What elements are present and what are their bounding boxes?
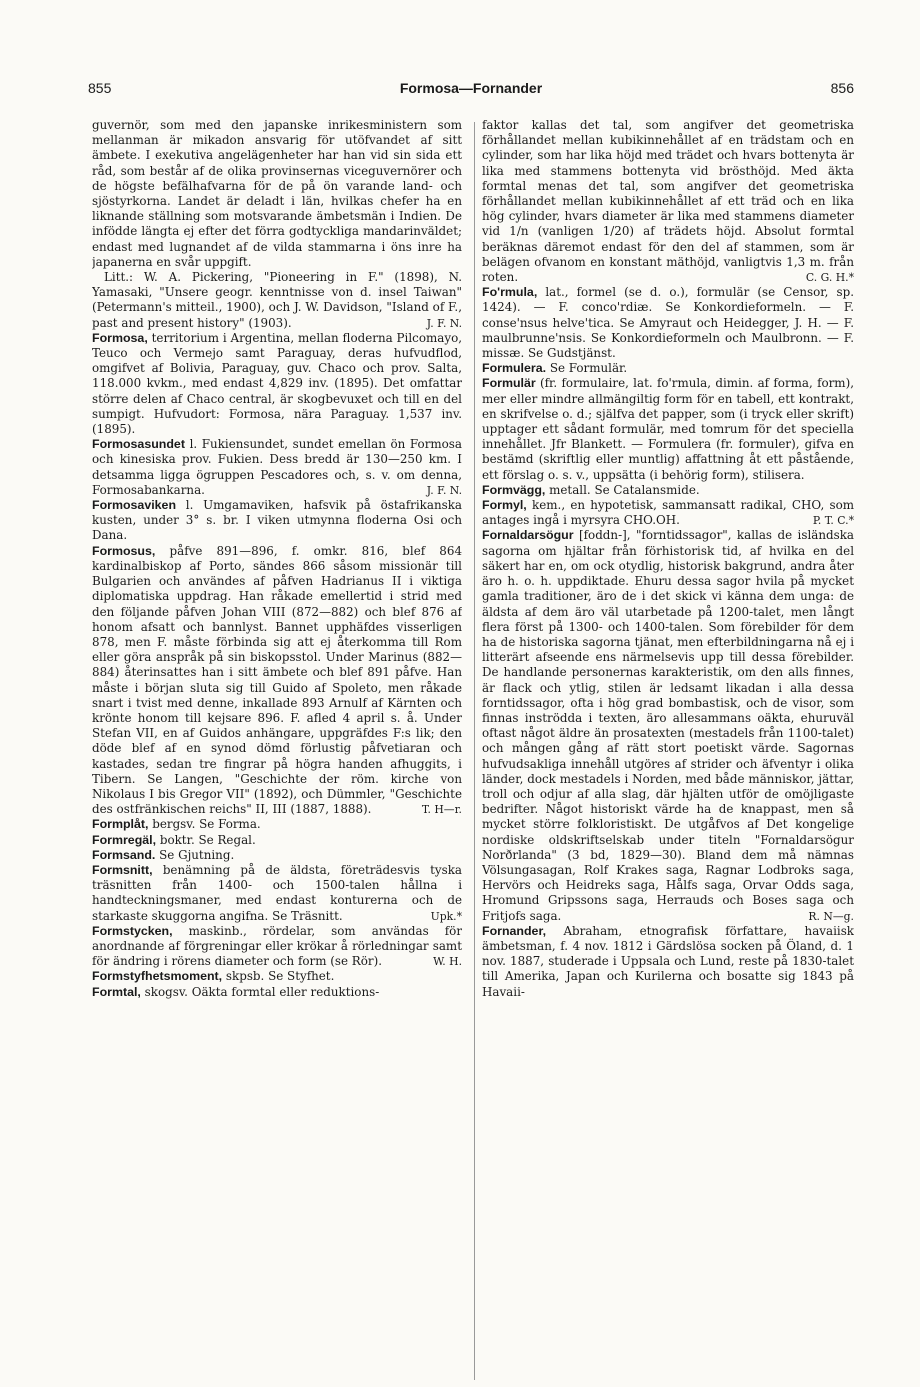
entry-headword: Formstycken, [92,923,173,938]
entry-headword: Fornander, [482,923,547,938]
entry [482,361,854,376]
author-signature: R. N—g. [808,909,854,923]
entry [92,848,462,863]
author-signature: J. F. N. [426,483,462,497]
entry-headword: Formvägg, [482,482,546,497]
literature-text: Litt.: W. A. Pickering, "Pioneering in F." (1898), N. Yamasaki, "Unsere geogr. kenntnisse von d. insel Taiwan" (Petermann's mitteil., 1900), och J. W. Davidson, "Island of F., past and present history" (1903). [92,270,462,330]
entry-headword: Formplåt, [92,817,149,832]
entry-text: skogsv. Oäkta formtal eller reduktions- [144,984,380,999]
entry [482,924,854,1000]
entry-text: (fr. formulaire, lat. fo'rmula, dimin. af forma, form), mer eller mindre allmängiltig form för en tabell, ett kontrakt, en skrifvelse o. d.; själfva det papper, som (i tryck eller skrift) upptager ett sådant formulär, med tomrum för det speciella innehållet. Jfr Blankett. — Formulera (fr. formuler), gifva en bestämd (skriftlig eller muntlig) affattning åt ett påstående, ett förslag o. s. v., uppsätta (i behörig form), stilisera. [482,376,854,482]
entry-text: lat., formel (se d. o.), formulär (se Censor, sp. 1424). — F. conco'rdiæ. Se Konkordieformeln. — F. conse'nsus helve'tica. Se Amyraut och Heidegger, J. H. — F. maulbrunne'nsis. Se Konkordieformeln och Maulbronn. — F. missæ. Se Gudstjänst. [482,285,854,361]
entry [482,285,854,361]
entry-headword: Formregäl, [92,832,157,847]
entry [92,498,462,544]
entry [92,969,462,984]
entry-headword: Fornaldarsögur [482,528,574,543]
entry-headword: Formsnitt, [92,862,153,877]
page-number-right: 856 [830,80,854,96]
entry [482,483,854,498]
entry-text: maskinb., rördelar, som användas för anordnande af förgreningar eller krökar å rörledningar samt för ändring i rörens diameter och form (se Rör). [92,923,462,969]
entry-text: påfve 891—896, f. omkr. 816, blef 864 kardinalbiskop af Porto, sändes 866 såsom missionär till Bulgarien och användes af påfven Hadrianus II i viktiga diplomatiska uppdrag. Han råkade emellertid i strid med den följande påfven Johan VIII (872—882) och blef 876 af honom afsatt och bannlyst. Bannet upphäfdes visserligen 878, men F. måste förbinda sig att ej återkomma till Rom eller göra anspråk på sin biskopsstol. Under Marinus (882—884) återinsattes han i sitt ämbete och blef 891 påfve. Han måste i början sluta sig till Guido af Spoleto, men råkade snart i tvist med denne, inkallade 893 Arnulf af Kärnten och krönte honom till kejsare 896. F. afled 4 april s. å. Under Stefan VII, en af Guidos anhängare, uppgräfdes F:s lik; den döde blef af en synod dömd förlustig påfvetiaran och kastades, sedan tre fingrar på högra handen afhuggits, i Tibern. Se Langen, "Geschichte der röm. kirche von Nikolaus I bis Gregor VII" (1892), och Dümmler, "Geschichte des ostfränkischen reichs" II, III (1887, 1888). [92,543,462,817]
entry [92,437,462,498]
entry-text: territorium i Argentina, mellan floderna Pilcomayo, Teuco och Vermejo samt Paraguay, deras hufvudflod, omgifvet af Bolivia, Paraguay, guv. Chaco och prov. Salta, 118.000 kvkm., med endast 4,829 inv. (1895). Det omfattar större delen af Chaco central, är skogbevuxet och till en del sumpigt. Hufvudort: Formosa, nära Paraguay. 1,537 inv. (1895). [92,330,462,437]
page-number-left: 855 [88,80,112,96]
running-title: Formosa—Fornander [399,80,543,96]
entry [482,118,854,285]
author-signature: P. T. C.* [812,514,854,528]
author-signature: W. H. [433,955,462,969]
author-signature: T. H—r. [421,803,462,817]
entry-text: Se Gjutning. [159,847,235,862]
entry-headword: Formyl, [482,498,527,513]
entry-text: bergsv. Se Forma. [152,817,261,832]
entry-text: skpsb. Se Styfhet. [225,969,335,984]
entry-text: l. Umgamaviken, hafsvik på östafrikanska kusten, under 3° s. br. I viken utmynna floderna Osi och Dana. [92,498,462,543]
entry [92,863,462,924]
entry [482,498,854,528]
entry-text: metall. Se Catalansmide. [549,482,700,497]
entry [92,985,462,1000]
entry-headword: Formosaviken [92,498,177,513]
entry [92,331,462,437]
right-column [482,118,854,1380]
author-signature: J. F. N. [426,316,462,330]
entry-text: [foddn-], "forntidssagor", kallas de isländska sagorna om hjältar från förhistorisk tid, af hvilka en del säkert har en, om ock otydlig, historisk bakgrund, andra åter äro h. o. h. uppdiktade. Ehuru dessa sagor hvila på mycket gamla traditioner, äro de i det skick vi känna dem unga: de äldsta af dem äro väl utarbetade på 1200-talet, men långt flera först på 1300- och 1400-talen. Som förebilder för dem ha de historiska sagorna tjänat, men efterbildningarna nå ej i litterärt afseende ens närmelsevis upp till dessa förebilder. De handlande personernas karakteristik, om den alls finnes, är flack och ytlig, stilen är ledsamt likadan i alla dessa forntidssagor, ofta i hög grad bombastisk, och de visor, som finnas inströdda i texten, äro allesammans oäkta, ehuruväl oftast något äldre än prosatexten (mestadels från 1100-talet) och mången gång af rätt stort poetiskt värde. Sagornas hufvudsakliga innehåll utgöres af strider och äfventyr i olika länder, dock mestadels i Norden, med både människor, jättar, troll och odjur af alla slag, där hjälten utför de omöjligaste bedrifter. Något historiskt värde ha de knappast, men så mycket större folkloristiskt. De utgåfvos af Det kongelige nordiske oldskriftselskab under titeln "Fornaldarsögur Norðrlanda" (3 bd, 1829—30). Bland dem må nämnas Völsungasagan, Rolf Krakes saga, Ragnar Lodbroks saga, Hervörs och Heidreks saga, Hålfs saga, Orvar Odds saga, Hromund Gripssons saga, Herrauds och Boses saga och Fritjofs saga. [482,528,854,923]
entry-text: guvernör, som med den japanske inrikesministern som mellanman är mikadon ansvarig för utöfvandet af sitt ämbete. I exekutiva angelägenheter har han vid sin sida ett råd, som består af de olika provinsernas viceguvernörer och de högste befälhafvarna för de på ön varande land- och sjöstyrkorna. Landet är deladt i län, hvilkas chefer ha en liknande ställning som motsvarande ämbetsmän i Indien. De infödde längta ej efter det förra godtyckliga mandarinväldet; endast med lugnandet af de vilda stammarna i öns inre ha japanerna en svår uppgift. [92,118,462,269]
entry-text: Se Formulär. [549,361,628,376]
entry-headword: Formtal, [92,984,141,999]
entry [482,376,854,482]
entry-text: Abraham, etnografisk författare, havaiisk ämbetsman, f. 4 nov. 1812 i Gärdslösa socken på Öland, d. 1 nov. 1887, studerade i Uppsala och Lund, reste på 1830-talet till Amerika, Japan och Kurilerna och bosatte sig 1843 på Havaii- [482,923,854,999]
entry [92,833,462,848]
entry-headword: Formulera. [482,361,547,376]
entry-headword: Formsand. [92,847,156,862]
author-signature: Upk.* [430,909,462,923]
entry-headword: Formosus, [92,543,156,558]
entry-text: benämning på de äldsta, företrädesvis tyska träsnitten från 1400- och 1500-talen hållna i handteckningsmaner, med endast konturerna och de starkaste skuggorna angifna. Se Träsnitt. [92,862,462,923]
entry [92,544,462,818]
left-column [92,118,462,1380]
page-header [88,80,854,104]
entry-text: kem., en hypotetisk, sammansatt radikal, CHO, som antages ingå i myrsyra CHO.OH. [482,498,854,528]
entry-text: l. Fukiensundet, sundet emellan ön Formosa och kinesiska prov. Fukien. Dess bredd är 130—250 km. I detsamma ligga ögruppen Pescadores och, s. v. om denna, Formosabankarna. [92,437,462,497]
column-divider [474,122,475,1380]
entry-headword: Formosa, [92,330,148,345]
literature-note [92,270,462,331]
entry-headword: Formulär [482,376,536,391]
entry-text: faktor kallas det tal, som angifver det geometriska förhållandet mellan kubikinnehållet af en trädstam och en cylinder, som har lika höjd med trädet och hvars bottenyta är lika med stammens bottenyta vid brösthöjd. Med äkta formtal menas det tal, som angifver det geometriska förhållandet mellan kubikinnehållet af ett träd och en lika hög cylinder, hvars diameter är lika med stammens diameter vid 1/n (vanligen 1/20) af trädets höjd. Absolut formtal beräknas däremot endast för den del af stammen, som är belägen ofvanom en konstant mäthöjd, vanligtvis 1,3 m. från roten. [482,118,854,285]
entry-headword: Fo'rmula, [482,285,538,300]
entry [92,817,462,832]
entry [92,924,462,970]
entry [482,528,854,923]
entry-text: boktr. Se Regal. [159,832,256,847]
entry-headword: Formstyfhetsmoment, [92,969,223,984]
entry-headword: Formosasundet [92,437,185,452]
author-signature: C. G. H.* [805,271,854,285]
